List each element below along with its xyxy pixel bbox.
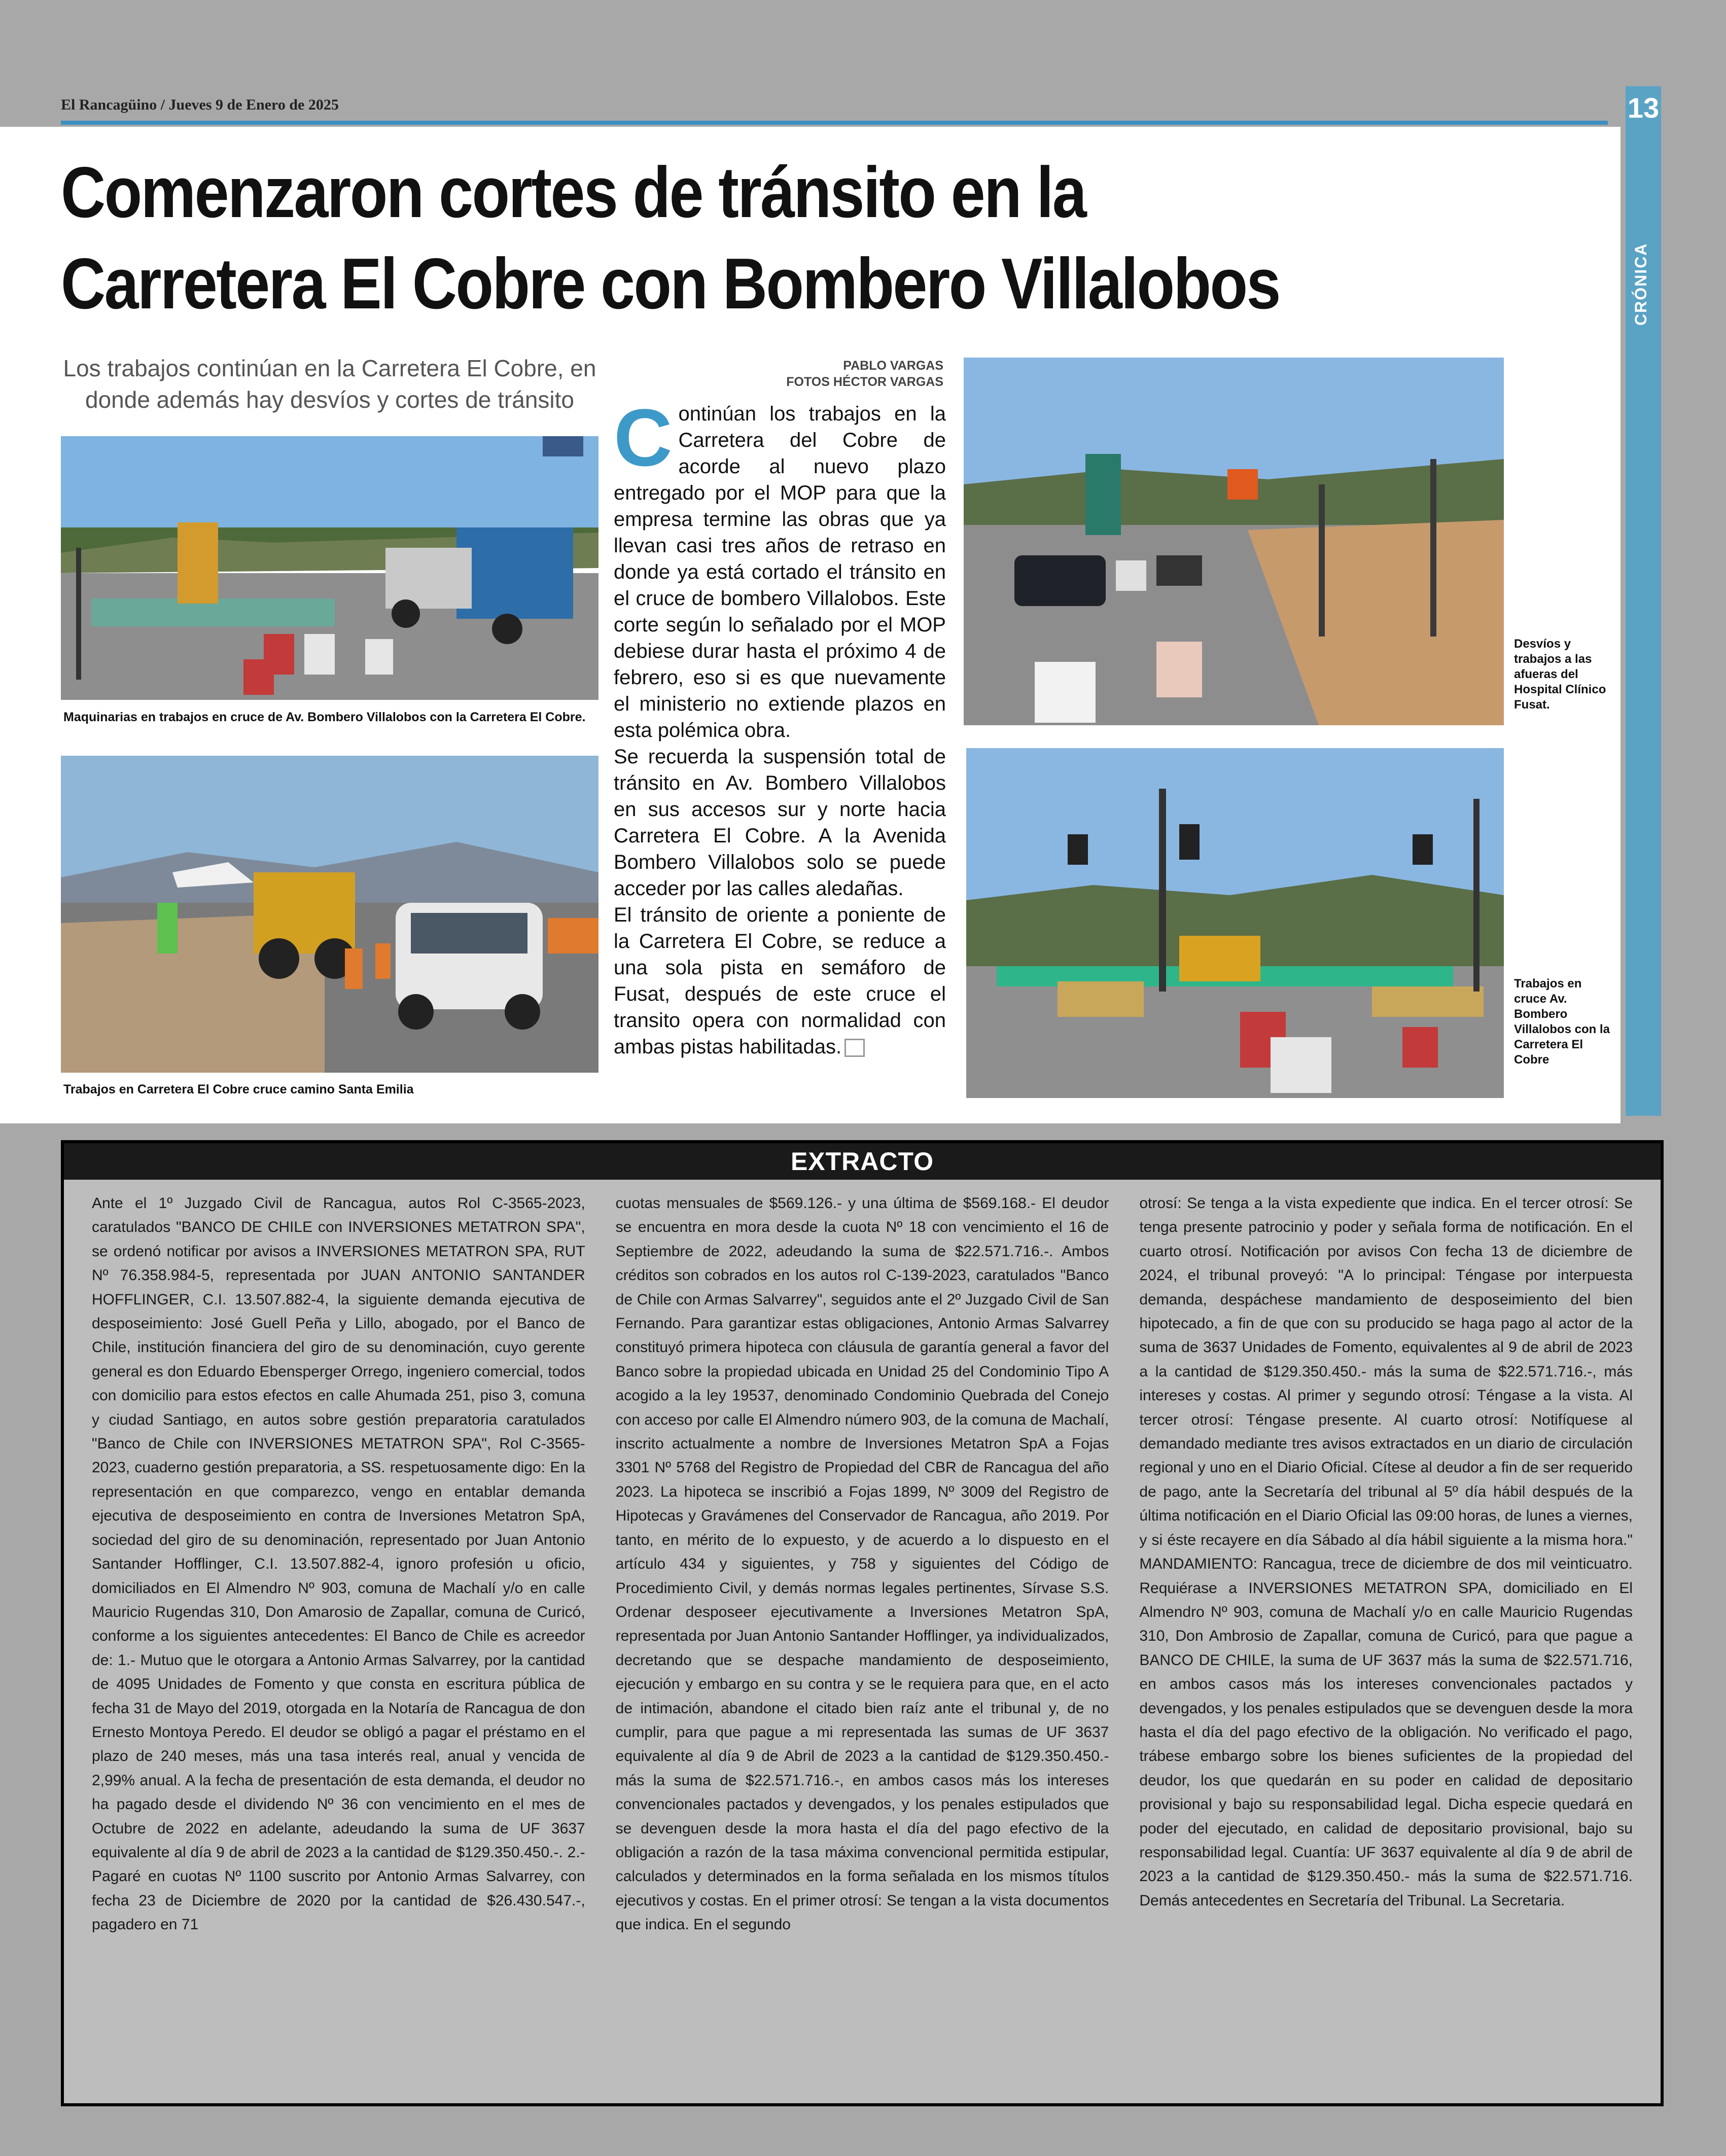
photo-bombero-villalobos-cruce <box>966 748 1504 1098</box>
caption-photo-4: Trabajos en cruce Av. Bombero Villalobos con la Carretera El Cobre <box>1514 977 1610 1067</box>
header-rule <box>61 121 1608 125</box>
legal-notice-box <box>61 1140 1664 2106</box>
headline-line-1: Comenzaron cortes de tránsito en la <box>61 152 1086 233</box>
page-number: 13 <box>1627 92 1660 124</box>
article-paragraph-3: El tránsito de oriente a poniente de la Carretera El Cobre, se reduce a una sola pista en semáforo de Fusat, después de este cruce el transito opera con normalidad con ambas pistas habilitadas. <box>614 904 946 1058</box>
legal-notice-column-1: Ante el 1º Juzgado Civil de Rancagua, autos Rol C-3565-2023, caratulados "BANCO DE CHILE con INVERSIONES METATRON SPA", se ordenó notificar por avisos a INVERSIONES METATRON SPA, RUT Nº 76.358.984-5, representada por JUAN ANTONIO SANTANDER HOFFLINGER, C.I. 13.507.882-4, la siguiente demanda ejecutiva de desposeimiento: José Guell Peña y Lillo, abogado, por el Banco de Chile, institución financiera del giro de su denominación, cuyo gerente general es don Eduardo Ebensperger Orrego, ingeniero comercial, todos con domicilio para estos efectos en calle Ahumada 251, piso 3, comuna y ciudad Santiago, en autos sobre gestión preparatoria caratulados "Banco de Chile con INVERSIONES METATRON SPA", Rol C-3565-2023, cuaderno gestión preparatoria, a SS. respetuosamente digo: En la representación en que comparezco, vengo en entablar demanda ejecutiva de desposeimiento en contra de Inversiones Metatron SpA, sociedad del giro de su denominación, representado por Juan Antonio Santander Hofflinger, C.I. 13.507.882-4, ignoro profesión u oficio, domiciliados en El Almendro Nº 903, comuna de Machalí y/o en calle Mauricio Rugendas 310, Don Amarosio de Zapallar, comuna de Curicó, conforme a los siguientes antecedentes: El Banco de Chile es acreedor de: 1.- Mutuo que le otorgara a Antonio Armas Salvarrey, por la cantidad de 4095 Unidades de Fomento y que consta en escritura pública de fecha 31 de Mayo del 2019, otorgada en la Notaría de Rancagua de don Ernesto Montoya Peredo. El deudor se obligó a pagar el préstamo en el plazo de 240 meses, más una tasa interés real, anual y vencida de 2,99% anual. A la fecha de presentación de esta demanda, el deudor no ha pagado desde el dividendo Nº 36 con vencimiento en el mes de Octubre de 2022 en adelante, adeudando la suma de UF 3637 equivalente al día 9 de abril de 2023 a la cantidad de $129.350.450.-. 2.- Pagaré en cuotas Nº 1100 suscrito por Antonio Armas Salvarrey, con fecha 23 de Diciembre de 2020 por la cantidad de $26.430.547.-, pagadero en 71 <box>92 1195 585 1933</box>
legal-notice-column-2: cuotas mensuales de $569.126.- y una última de $569.168.- El deudor se encuentra en mora desde la cuota Nº 18 con vencimiento el 16 de Septiembre de 2022, adeudando la suma de $22.571.716.-. Ambos créditos son cobrados en los autos rol C-139-2023, caratulados "Banco de Chile con Armas Salvarrey", seguidos ante el 2º Juzgado Civil de San Fernando. Para garantizar estas obligaciones, Antonio Armas Salvarrey constituyó primera hipoteca con cláusula de garantía general a favor del Banco sobre la propiedad ubicada en Unidad 25 del Condominio Tipo A acogido a la ley 19537, denominado Condominio Quebrada del Conejo con acceso por calle El Almendro número 903, de la comuna de Machalí, inscrito actualmente a nombre de Inversiones Metatron SpA a Fojas 3301 Nº 5768 del Registro de Propiedad del CBR de Rancagua del año 2023. La hipoteca se inscribió a Fojas 1899, Nº 3009 del Registro de Hipotecas y Gravámenes del Conservador de Rancagua, año 2019. Por tanto, en mérito de lo expuesto, y de acuerdo a lo dispuesto en el artículo 434 y siguientes, y 758 y siguientes del Código de Procedimiento Civil, y demás normas legales pertinentes, Sírvase S.S. Ordenar desposeer ejecutivamente a Inversiones Metatron SpA, representada por Juan Antonio Santander Hofflinger, ya individualizados, decretando que se despache mandamiento de desposeimiento, ejecución y embargo en su contra y se le requiera para que, en el acto de intimación, abandone el citado bien raíz ante el tribunal y, de no cumplir, para que pague a mi representada las sumas de UF 3637 equivalente al día 9 de Abril de 2023 a la cantidad de $129.350.450.- más la suma de $22.571.716.-, en ambos casos más los intereses convencionales pactados y devengados, y los penales estipulados que se devenguen desde la mora hasta el día del pago efectivo de la obligación a razón de la tasa máxima convencional permitida estipular, calculados y determinados en la forma señalada en los mismos títulos ejecutivos y costas. En el primer otrosí: Se tengan a la vista documentos que indica. En el segundo <box>615 1195 1109 1933</box>
subhead: Los trabajos continúan en la Carretera El Cobre, en donde además hay desvíos y cortes de tránsito <box>63 355 596 413</box>
article-body <box>614 392 946 1060</box>
photo-santa-emilia <box>61 756 598 1073</box>
caption-photo-1: Maquinarias en trabajos en cruce de Av. Bombero Villalobos con la Carretera El Cobre. <box>63 710 586 724</box>
byline-author: PABLO VARGAS <box>843 359 943 373</box>
photo-machinery-intersection <box>61 436 598 700</box>
caption-photo-2: Trabajos en Carretera El Cobre cruce camino Santa Emilia <box>63 1082 414 1097</box>
legal-notice-columns <box>92 1191 1633 2083</box>
page-tab <box>1626 86 1661 1116</box>
publication-header: El Rancagüino / Jueves 9 de Enero de 2025 <box>61 96 339 113</box>
headline <box>61 147 1369 330</box>
headline-line-2: Carretera El Cobre con Bombero Villalobos <box>61 243 1280 324</box>
byline-photos: FOTOS HÉCTOR VARGAS <box>786 375 943 389</box>
article-paragraph-1: Continúan los trabajos en la Carretera del Cobre de acorde al nuevo plazo entregado por el MOP para que la empresa termine las obras que ya llevan casi tres años de retraso en donde ya está cortado el tránsito en el cruce de bombero Villalobos. Este corte según lo señalado por el MOP debiese durar hasta el próximo 4 de febrero, eso si es que nuevamente el ministerio no extiende plazos en esta polémica obra. <box>614 392 946 741</box>
caption-photo-3: Desvíos y trabajos a las afueras del Hospital Clínico Fusat. <box>1514 637 1606 712</box>
byline <box>720 358 943 390</box>
article-paragraph-2: Se recuerda la suspensión total de tránsito en Av. Bombero Villalobos en sus accesos sur y norte hacia Carretera El Cobre. A la Avenida Bombero Villalobos solo se puede acceder por las calles aledañas. <box>614 746 946 900</box>
section-label: CRÓNICA <box>1632 242 1650 326</box>
photo-fusat-hospital <box>964 358 1504 725</box>
drop-cap: C <box>614 392 673 483</box>
legal-notice-title: EXTRACTO <box>64 1143 1661 1180</box>
end-of-article-icon <box>844 1039 865 1057</box>
legal-notice-column-3: otrosí: Se tenga a la vista expediente que indica. En el tercer otrosí: Se tenga presente patrocinio y poder y señala forma de notificación. En el cuarto otrosí. Notificación por avisos Con fecha 13 de diciembre de 2024, el tribunal proveyó: "A lo principal: Téngase por interpuesta demanda, despáchese mandamiento de desposeimiento del bien hipotecado, a fin de que con su producido se haga pago al actor de la suma de 3637 Unidades de Fomento, equivalentes al 9 de abril de 2023 a la cantidad de $129.350.450.- más la suma de $22.571.716.-, más intereses y costas. Al primer y segundo otrosí: Téngase a la vista. Al tercer otrosí: Téngase presente. Al cuarto otrosí: Notifíquese al demandado mediante tres avisos extractados en un diario de circulación regional y uno en el Diario Oficial. Cítese al deudor a fin de ser requerido de pago, ante la Secretaría del tribunal al 5º día hábil después de la última notificación en el Diario Oficial las 09:00 horas, de lunes a viernes, y si éste recayere en día Sábado al día hábil siguiente a la misma hora." MANDAMIENTO: Rancagua, trece de diciembre de dos mil veinticuatro. Requiérase a INVERSIONES METATRON SPA, domiciliado en El Almendro Nº 903, comuna de Machalí y/o en calle Mauricio Rugendas 310, Don Ambrosio de Zapallar, comuna de Curicó, para que pague a BANCO DE CHILE, la suma de UF 3637 más la suma de $22.571.716, en ambos casos más los intereses convencionales pactados y devengados, y los penales estipulados que se devenguen desde la mora hasta el día del pago efectivo de la obligación. No verificado el pago, trábese embargo sobre los bienes suficientes de la propiedad del deudor, los que quedarán en su poder en calidad de depositario provisional y bajo su responsabilidad legal. Dicha especie quedará en poder del ejecutado, en calidad de depositario provisional, bajo su responsabilidad legal. Cuantía: UF 3637 equivalente al día 9 de abril de 2023 a la cantidad de $129.350.450.- más la suma de $22.571.716. Demás antecedentes en Secretaría del Tribunal. La Secretaria. <box>1139 1195 1633 1909</box>
